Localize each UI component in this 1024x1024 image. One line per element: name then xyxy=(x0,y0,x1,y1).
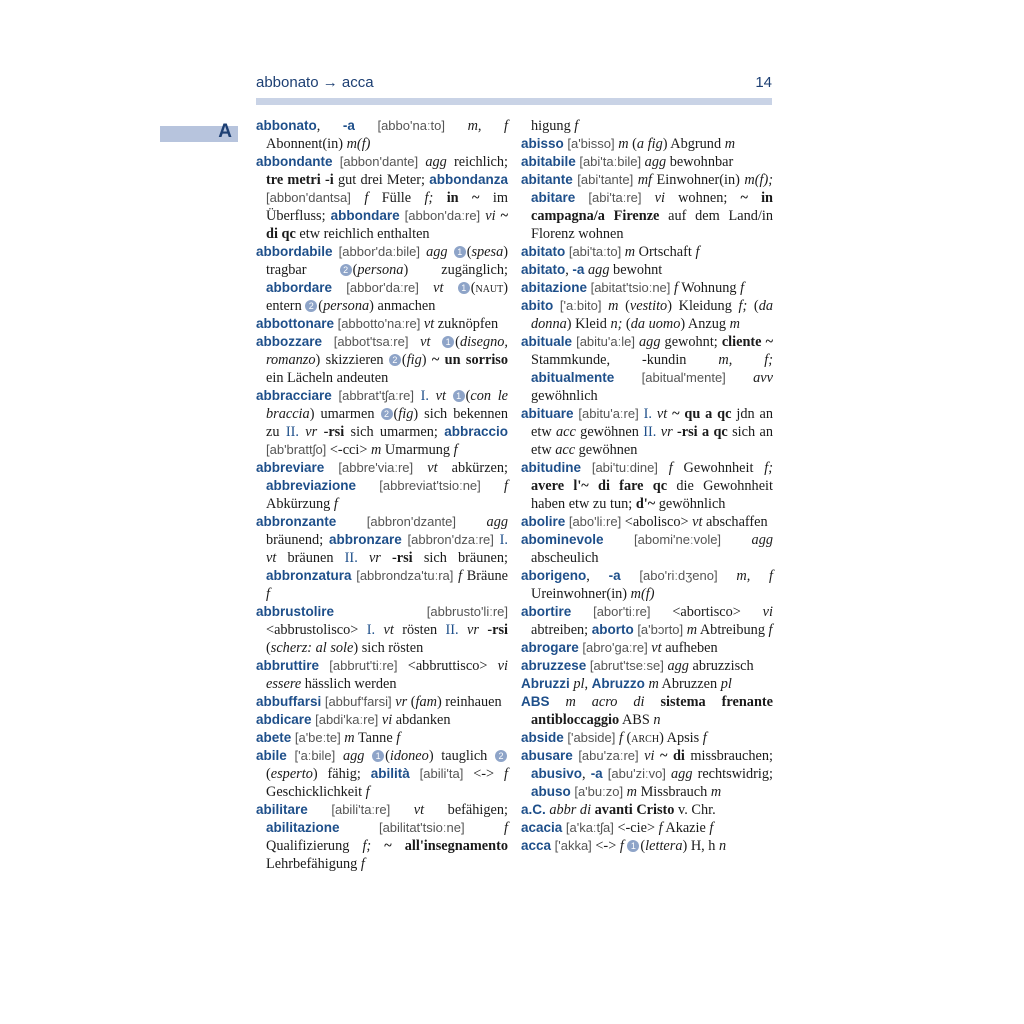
dictionary-entry: abbottonare [abbotto'naːre] vt zuknöpfen xyxy=(256,316,499,332)
dictionary-entry: abitato [abi'taːto] m Ortschaft f xyxy=(521,244,700,260)
dictionary-entry: abbreviare [abbre'viaːre] vt abkürzen; abbreviazione [abbreviat'tsioːne] f Abkürzung f xyxy=(256,460,509,512)
letter-tab xyxy=(160,121,238,142)
dictionary-entry: abbrustolire [abbrusto'liːre] <abbrustolisco> I. vt rösten II. vr -rsi (scherz: al sole) sich rösten xyxy=(256,604,508,656)
dictionary-entry: abbondante [abbon'dante] agg reichlich; tre metri -i gut drei Meter; abbondanza [abbon'dantsa] f Fülle f; in ~ im Überfluss; abbondare [abbon'daːre] vi ~ di qc etw reichlich enthalten xyxy=(256,154,509,242)
dictionary-entry: abbonato, -a [abbo'naːto] m, f Abonnent(in) m(f) xyxy=(256,118,509,152)
dictionary-entry: abitante [abi'tante] mf Einwohner(in) m(f); abitare [abi'taːre] vi wohnen; ~ in campagna/a Firenze auf dem Land/in Florenz wohnen xyxy=(521,172,773,242)
dictionary-entry: abbracciare [abbrat'tʃaːre] I. vt 1 (con le braccia) umarmen 2 (fig) sich bekennen zu II. vr -rsi sich umarmen; abbraccio [ab'brattʃo] <-cci> m Umarmung f xyxy=(256,388,509,458)
dictionary-entry: abitabile [abi'taːbile] agg bewohnbar xyxy=(521,154,734,170)
dictionary-entry: abitato, -a agg bewohnt xyxy=(521,262,663,278)
dictionary-entry: abile ['aːbile] agg 1 (idoneo) tauglich 2(esperto) fähig; abilità [abili'ta] <-> f Geschicklichkeit f xyxy=(256,748,508,800)
dictionary-entry: acca ['akka] <-> f 1 (lettera) H, h n xyxy=(521,838,727,854)
dictionary-entry: abolire [abo'liːre] <abolisco> vt abschaffen xyxy=(521,514,768,530)
dictionary-entry: abitazione [abitat'tsioːne] f Wohnung f xyxy=(521,280,745,296)
dictionary-entry: abituare [abitu'aːre] I. vt ~ qu a qc jdn an etw acc gewöhnen II. vr -rsi a qc sich an etw acc gewöhnen xyxy=(521,406,774,458)
header-rule xyxy=(256,98,772,105)
dictionary-entry: Abruzzi pl, Abruzzo m Abruzzen pl xyxy=(521,676,732,692)
right-column xyxy=(521,117,773,855)
dictionary-entry: abominevole [abomi'neːvole] agg abscheulich xyxy=(521,532,773,566)
dictionary-entry: abdicare [abdi'kaːre] vi abdanken xyxy=(256,712,451,728)
dictionary-entry: a.C. abbr di avanti Cristo v. Chr. xyxy=(521,802,716,818)
dictionary-entry: abrogare [abro'gaːre] vt aufheben xyxy=(521,640,718,656)
running-header: abbonato → acca xyxy=(256,74,374,91)
dictionary-entry: abitudine [abi'tuːdine] f Gewohnheit f; avere l'~ di fare qc die Gewohnheit haben etw zu tun; d'~ gewöhnlich xyxy=(521,460,773,512)
dictionary-entry: abbordabile [abbor'daːbile] agg 1 (spesa) tragbar 2 (persona) zugänglich; abbordare [abbor'daːre] vt 1 (naut) entern 2 (persona) anmachen xyxy=(256,244,509,314)
left-column xyxy=(256,117,508,873)
dictionary-entry: abito ['aːbito] m (vestito) Kleidung f; (da donna) Kleid n; (da uomo) Anzug m xyxy=(521,298,773,332)
dictionary-entry: abilitare [abili'taːre] vt befähigen; abilitazione [abilitat'tsioːne] f Qualifizierung f; ~ all'insegnamento Lehrbefähigung f xyxy=(256,802,509,872)
dictionary-entry: acacia [a'kaːtʃa] <-cie> f Akazie f xyxy=(521,820,714,836)
dictionary-entry: abbuffarsi [abbuf'farsi] vr (fam) reinhauen xyxy=(256,694,502,710)
dictionary-entry: abortire [abor'tiːre] <abortisco> vi abtreiben; aborto [a'bɔrto] m Abtreibung f xyxy=(521,604,773,638)
page-header xyxy=(256,74,772,96)
dictionary-entry: abbronzante [abbron'dzante] agg bräunend; abbronzare [abbron'dzaːre] I. vt bräunen II. vr -rsi sich bräunen; abbronzatura [abbrondza'tuːra] f Bräune f xyxy=(256,514,509,602)
dictionary-entry: abbruttire [abbrut'tiːre] <abbruttisco> vi essere hässlich werden xyxy=(256,658,508,692)
dictionary-entry: aborigeno, -a [abo'riːdʒeno] m, f Ureinwohner(in) m(f) xyxy=(521,568,774,602)
dictionary-entry: abruzzese [abrut'tseːse] agg abruzzisch xyxy=(521,658,754,674)
dictionary-entry: abbozzare [abbot'tsaːre] vt 1 (disegno, romanzo) skizzieren 2 (fig) ~ un sorriso ein Lächeln andeuten xyxy=(256,334,509,386)
dictionary-entry: abituale [abitu'aːle] agg gewohnt; cliente ~ Stammkunde, -kundin m, f; abitualmente [abitual'mente] avv gewöhnlich xyxy=(521,334,774,404)
dictionary-entry: abisso [a'bisso] m (a fig) Abgrund m xyxy=(521,136,736,152)
dictionary-entry: abusare [abu'zaːre] vi ~ di missbrauchen; abusivo, -a [abu'ziːvo] agg rechtswidrig; abuso [a'buːzo] m Missbrauch m xyxy=(521,748,774,800)
letter-tab-label: A xyxy=(218,121,232,142)
page-number: 14 xyxy=(755,74,772,91)
continued-entry: higung f xyxy=(531,118,579,134)
dictionary-entry: ABS m acro di sistema frenante antibloccaggio ABS n xyxy=(521,694,773,728)
dictionary-entry: abete [a'beːte] m Tanne f xyxy=(256,730,401,746)
dictionary-entry: abside ['abside] f (arch) Apsis f xyxy=(521,730,707,746)
